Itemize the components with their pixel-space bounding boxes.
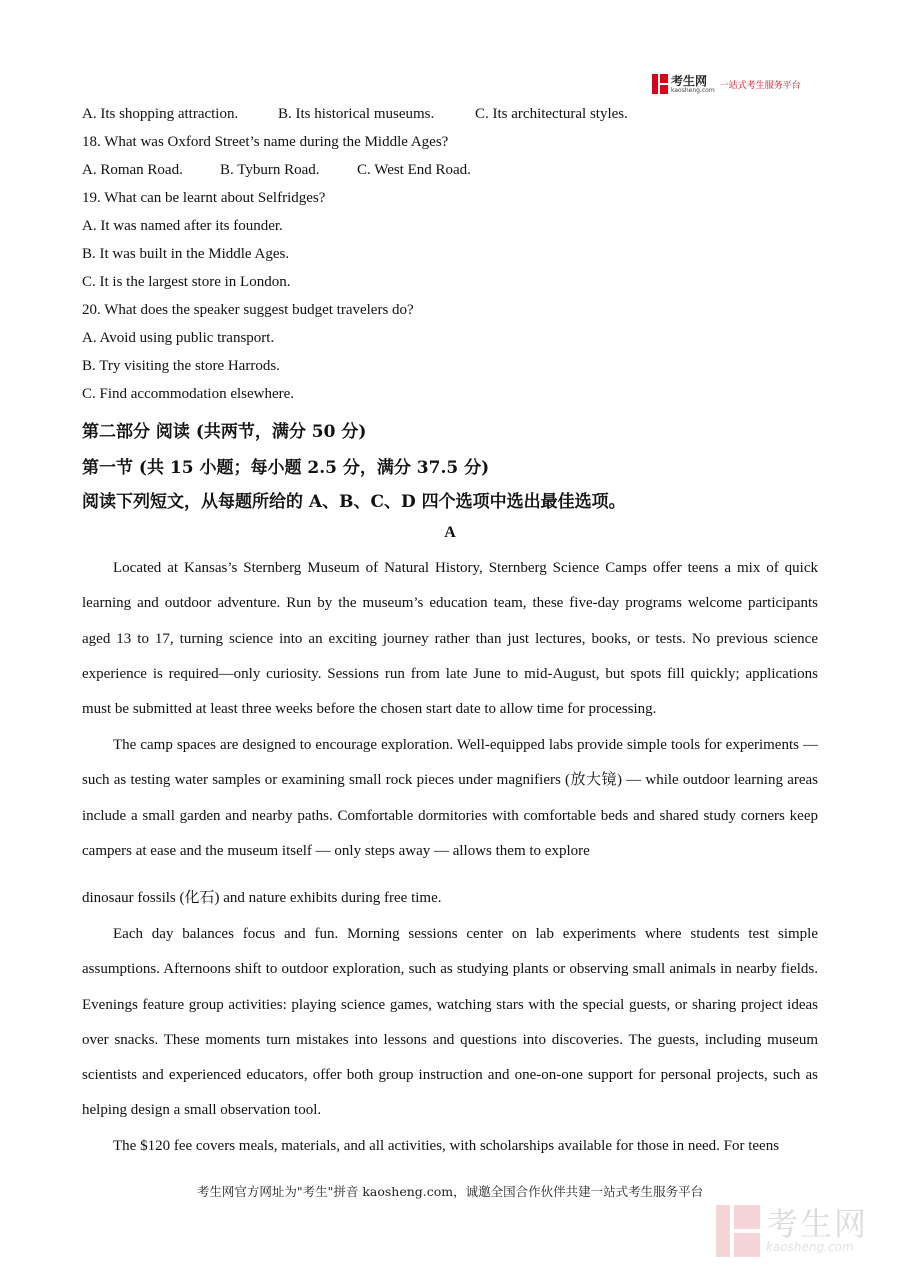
logo-name <box>671 75 715 94</box>
logo-slogan: 一站式考生服务平台 <box>719 80 801 91</box>
part-heading: 第二部分 阅读 (共两节，满分 50 分) <box>82 422 367 442</box>
q17-option-a: A. Its shopping attraction. <box>82 106 239 122</box>
q18-option-a: A. Roman Road. <box>82 162 183 178</box>
q17-option-b: B. Its historical museums. <box>278 106 435 122</box>
q20-option-b: B. Try visiting the store Harrods. <box>82 358 280 374</box>
watermark-cn: 考生网 <box>766 1205 869 1243</box>
q19-option-c: C. It is the largest store in London. <box>82 274 291 290</box>
watermark <box>716 1205 868 1257</box>
passage-paragraph-2-end: dinosaur fossils (化石) and nature exhibits during free time. <box>82 890 442 906</box>
brand-logo-icon <box>652 74 668 94</box>
watermark-logo-icon <box>716 1205 760 1257</box>
q19-stem: 19. What can be learnt about Selfridges? <box>82 190 326 206</box>
q18-option-c: C. West End Road. <box>357 162 471 178</box>
q20-option-a: A. Avoid using public transport. <box>82 330 275 346</box>
header-logo <box>652 72 801 96</box>
q20-option-c: C. Find accommodation elsewhere. <box>82 386 295 402</box>
passage-paragraph-4: The $120 fee covers meals, materials, and all activities, with scholarships available for those in need. For teens <box>113 1138 780 1154</box>
q18-option-b: B. Tyburn Road. <box>220 162 320 178</box>
q18-options <box>82 162 471 179</box>
passage-title: A <box>444 524 456 541</box>
subsection-heading: 第一节 (共 15 小题；每小题 2.5 分，满分 37.5 分) <box>82 458 490 478</box>
watermark-en: kaosheng.com <box>766 1240 854 1254</box>
q19-option-b: B. It was built in the Middle Ages. <box>82 246 290 262</box>
passage-paragraph-1: Located at Kansas’s Sternberg Museum of Natural History, Sternberg Science Camps offer teens a mix of quick learning and outdoor adventure. Run by the museum’s education team, these five-day programs welcome participants aged 13 to 17, turning science into an exciting journey rather than just lectures, books, or tests. No previous science experience is required—only curiosity. Sessions run from late June to mid-August, but spots fill quickly; applications must be submitted at least three weeks before the chosen start date to allow time for processing. <box>82 560 818 718</box>
reading-instruction: 阅读下列短文，从每题所给的 A、B、C、D 四个选项中选出最佳选项。 <box>82 492 626 512</box>
logo-cn: 考生网 <box>671 73 708 88</box>
q17-option-c: C. Its architectural styles. <box>475 106 628 122</box>
passage-paragraph-3: Each day balances focus and fun. Morning sessions center on lab experiments where students test simple assumptions. Afternoons shift to outdoor exploration, such as studying plants or observing small animals in nearby fields. Evenings feature group activities: playing science games, watching stars with the special guests, or sharing project ideas over snacks. These moments turn mistakes into lessons and questions into discoveries. The guests, including museum scientists and experienced educators, offer both group instruction and one-on-one support for personal projects, such as helping design a small observation tool. <box>82 926 818 1119</box>
logo-en: kaosheng.com <box>671 86 715 94</box>
watermark-text <box>766 1205 869 1254</box>
page-footer: 考生网官方网址为"考生"拼音 kaosheng.com，诚邀全国合作伙伴共建一站式考生服务平台 <box>196 1184 704 1199</box>
passage-paragraph-2: The camp spaces are designed to encourage exploration. Well-equipped labs provide simple tools for experiments — such as testing water samples or examining small rock pieces under magnifiers (放大镜) — while outdoor learning areas include a small garden and nearby paths. Comfortable dormitories with comfortable beds and shared study corners keep campers at ease and the museum itself — only steps away — allows them to explore <box>82 737 818 859</box>
q19-option-a: A. It was named after its founder. <box>82 218 283 234</box>
q18-stem: 18. What was Oxford Street’s name during the Middle Ages? <box>82 134 449 150</box>
q17-options <box>82 106 628 123</box>
q20-stem: 20. What does the speaker suggest budget travelers do? <box>82 302 414 318</box>
